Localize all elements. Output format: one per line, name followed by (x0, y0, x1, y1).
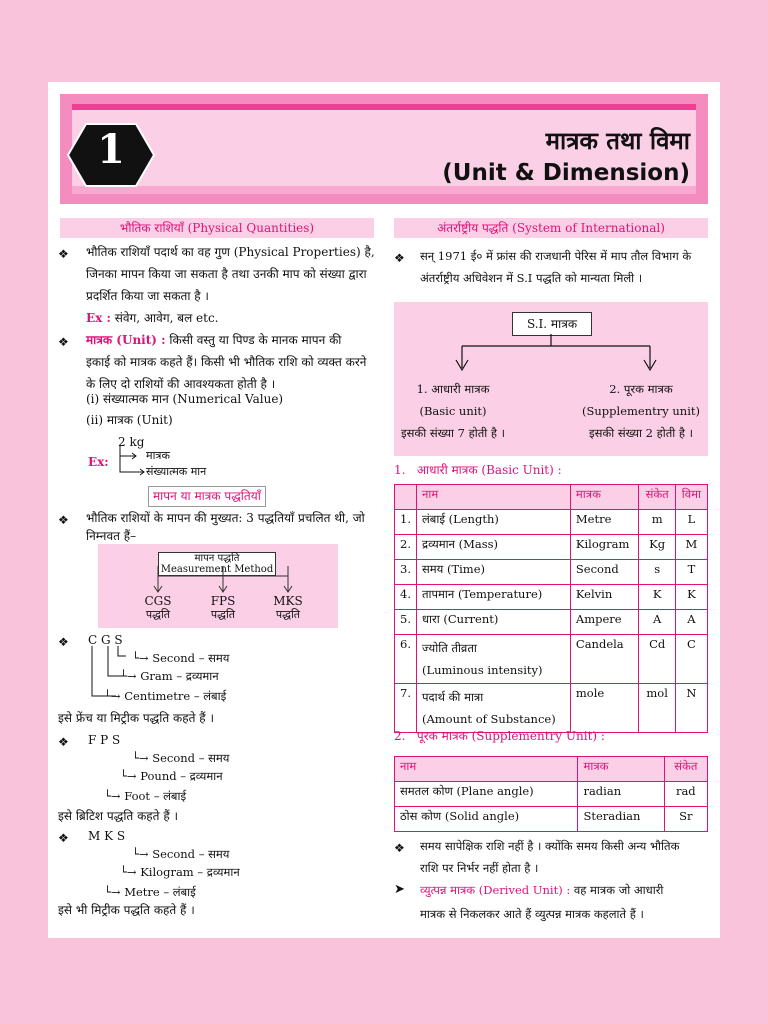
node-mks: MKS पद्धति (273, 594, 303, 621)
mks-item-2: └→ Kilogram – द्रव्यमान (120, 865, 240, 879)
table-row: 7. पदार्थ की मात्रा (Amount of Substance) mole mol N (395, 684, 708, 733)
measurement-systems-heading: मापन या मात्रक पद्धतियाँ (148, 486, 266, 507)
fps-item-1: └→ Second – समय (132, 751, 230, 765)
fps-item-3: └→ Foot – लंबाई (104, 789, 187, 803)
header-name: नाम (416, 485, 570, 510)
table-header-row (395, 757, 708, 782)
derived-line-1: व्युत्पन्न मात्रक (Derived Unit) : वह मात्रक जो आधारी (420, 883, 664, 897)
base-units-table (394, 484, 708, 733)
cgs-item-3: └→ Centimetre – लंबाई (104, 689, 227, 703)
page-title-hindi: मात्रक तथा विमा (545, 127, 690, 155)
fps-note: इसे ब्रिटिश पद्धति कहते हैं । (58, 809, 179, 823)
table-row: समतल कोण (Plane angle) radian rad (395, 782, 708, 807)
physical-quantities-heading: भौतिक राशियाँ (Physical Quantities) (60, 218, 374, 238)
header-top-bar (72, 104, 696, 110)
unit-line-3: के लिए दो राशियों की आवश्यकता होती है । (86, 377, 276, 391)
ex2-label: Ex: (88, 455, 109, 469)
header-name: नाम (395, 757, 578, 782)
chapter-number: 1 (97, 126, 125, 173)
arrow-bullet-icon: ➤ (394, 882, 405, 897)
item-numerical-value: (i) संख्यात्मक मान (Numerical Value) (86, 392, 284, 406)
mks-title: M K S (88, 829, 126, 843)
mks-note: इसे भी मिट्रीक पद्धति कहते हैं । (58, 903, 195, 917)
ex2-value: 2 kg (118, 435, 145, 449)
systems-line-1: भौतिक राशियों के मापन की मुख्यत: 3 पद्धतियाँ प्रचलित थी, जो (86, 511, 365, 525)
unit-label: मात्रक (Unit) : (86, 333, 166, 347)
bullet-icon: ❖ (58, 335, 69, 349)
section2-title: 2. पूरक मात्रक (Supplementry Unit) : (394, 729, 605, 743)
si-heading: अंतर्राष्ट्रीय पद्धति (System of International) (394, 218, 708, 238)
header-dimension: विमा (675, 485, 707, 510)
derived-line-2: मात्रक से निकलकर आते हैं व्युत्पन्न मात्रक कहलाते हैं । (420, 907, 644, 921)
fps-item-2: └→ Pound – द्रव्यमान (120, 769, 223, 783)
bullet-icon: ❖ (394, 251, 405, 265)
bullet-icon: ❖ (58, 247, 69, 261)
table-row: 3. समय (Time) Second s T (395, 560, 708, 585)
table-row: 5. धारा (Current) Ampere A A (395, 610, 708, 635)
systems-line-2: निम्नवत हैं– (86, 529, 137, 543)
si-line-1: सन् 1971 ई० में फ्रांस की राजधानी पेरिस में माप तौल विभाग के (420, 249, 692, 263)
ex2-unit: मात्रक (146, 449, 170, 462)
bullet-icon: ❖ (58, 513, 69, 527)
pq-line-2: जिनका मापन किया जा सकता है तथा उनकी माप को संख्या द्वारा (86, 267, 367, 281)
table-row: ठोस कोण (Solid angle) Steradian Sr (395, 807, 708, 832)
header-unit: मात्रक (570, 485, 639, 510)
page (48, 82, 720, 938)
table-row: 1. लंबाई (Length) Metre m L (395, 510, 708, 535)
unit-line-2: इकाई को मात्रक कहते हैं। किसी भी भौतिक राशि को व्यक्त करने (86, 355, 367, 369)
si-box: S.I. मात्रक (512, 312, 592, 336)
cgs-item-2: └→ Gram – द्रव्यमान (120, 669, 219, 683)
node-fps: FPS पद्धति (210, 594, 236, 621)
mks-item-1: └→ Second – समय (132, 847, 230, 861)
bullet-icon: ❖ (58, 735, 69, 749)
cgs-title: C G S (88, 633, 123, 647)
ex2-numerical: संख्यात्मक मान (146, 465, 207, 478)
table-header-row (395, 485, 708, 510)
supp-unit-node: 2. पूरक मात्रक (Supplementry unit) इसकी संख्या 2 होती है । (582, 382, 700, 440)
ex-label: Ex : (86, 311, 111, 325)
table-row: 6. ज्योति तीव्रता (Luminous intensity) Candela Cd C (395, 635, 708, 684)
ex-text: संवेग, आवेग, बल etc. (114, 311, 219, 325)
section1-title: 1. आधारी मात्रक (Basic Unit) : (394, 463, 562, 477)
si-line-2: अंतर्राष्ट्रीय अधिवेशन में S.I पद्धति को मान्यता मिली । (420, 271, 643, 285)
page-title-english: (Unit & Dimension) (442, 160, 690, 186)
supp-units-table (394, 756, 708, 832)
header-bottom-bar (72, 186, 696, 194)
table-row: 2. द्रव्यमान (Mass) Kilogram Kg M (395, 535, 708, 560)
time-line-2: राशि पर निर्भर नहीं होता है । (420, 861, 539, 875)
unit-line-1: किसी वस्तु या पिण्ड के मानक मापन की (169, 333, 342, 347)
pq-line-1: भौतिक राशियाँ पदार्थ का वह गुण (Physical Properties) है, (86, 245, 375, 259)
node-cgs: CGS पद्धति (144, 594, 172, 621)
header-symbol: संकेत (639, 485, 675, 510)
bullet-icon: ❖ (58, 635, 69, 649)
table-row: 4. तापमान (Temperature) Kelvin K K (395, 585, 708, 610)
pq-line-3: प्रदर्शित किया जा सकता है । (86, 289, 209, 303)
mks-item-3: └→ Metre – लंबाई (104, 885, 196, 899)
cgs-item-1: └→ Second – समय (132, 651, 230, 665)
item-unit: (ii) मात्रक (Unit) (86, 413, 173, 427)
cgs-note: इसे फ्रेंच या मिट्रीक पद्धति कहते हैं । (58, 711, 215, 725)
base-unit-node: 1. आधारी मात्रक (Basic unit) इसकी संख्या 7 होती है । (400, 382, 506, 440)
bullet-icon: ❖ (58, 831, 69, 845)
header-symbol: संकेत (664, 757, 707, 782)
measurement-method-english: Measurement Method (160, 564, 274, 575)
time-line-1: समय सापेक्षिक राशि नहीं है । क्योंकि समय किसी अन्य भौतिक (420, 839, 680, 853)
fps-title: F P S (88, 733, 121, 747)
bullet-icon: ❖ (394, 841, 405, 855)
header-unit: मात्रक (578, 757, 664, 782)
measurement-method-hindi: मापन पद्धति (194, 553, 240, 564)
